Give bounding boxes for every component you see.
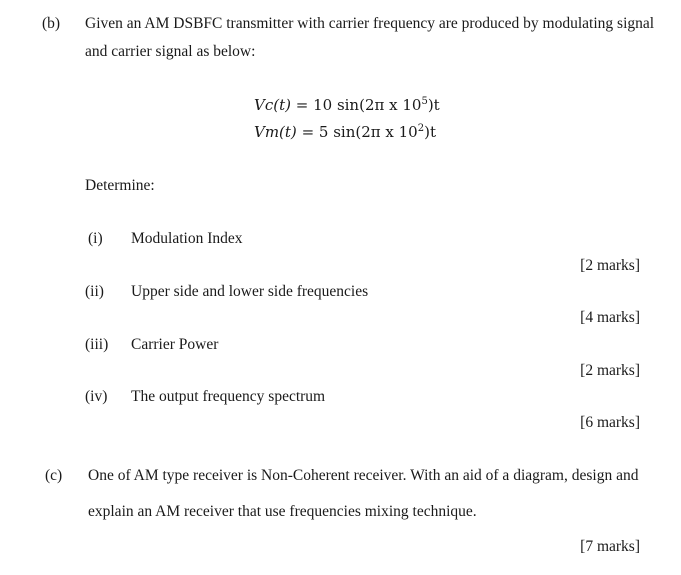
item-i-marks: [2 marks] [580,257,640,274]
item-i-number: (i) [88,230,103,247]
equation-carrier-tail: )t [427,96,440,114]
part-b-label: (b) [42,15,61,32]
item-iii-marks: [2 marks] [580,362,640,379]
item-iv-text: The output frequency spectrum [131,388,326,405]
item-i-text: Modulation Index [131,230,243,247]
equation-carrier-lhs: Vc(t) [254,96,291,114]
item-ii-number: (ii) [85,283,104,300]
part-c-line2: explain an AM receiver that use frequencies mixing technique. [88,503,477,520]
equation-carrier [254,96,440,114]
part-b-intro-line2: and carrier signal as below: [85,43,256,60]
equation-modulating-exp: 2 [417,123,425,134]
equation-modulating-tail: )t [424,123,436,141]
equation-carrier-exp: 5 [421,96,428,107]
part-c-marks: [7 marks] [580,538,640,555]
part-b-intro-line1: Given an AM DSBFC transmitter with carrier frequency are produced by modulating signal [85,15,655,32]
equation-modulating [254,123,436,141]
item-iv-marks: [6 marks] [580,414,640,431]
item-iv-number: (iv) [85,388,108,405]
item-ii-marks: [4 marks] [580,309,640,326]
part-c-label: (c) [45,467,63,484]
equation-modulating-lhs: Vm(t) [254,123,297,141]
part-c-line1: One of AM type receiver is Non-Coherent receiver. With an aid of a diagram, design and [88,467,639,484]
item-ii-text: Upper side and lower side frequencies [131,283,369,300]
item-iii-number: (iii) [85,336,109,353]
equation-carrier-rhs: = 10 sin(2π x 10 [295,96,422,114]
item-iii-text: Carrier Power [131,336,219,353]
determine-label: Determine: [85,177,155,194]
equation-modulating-rhs: = 5 sin(2π x 10 [301,123,418,141]
